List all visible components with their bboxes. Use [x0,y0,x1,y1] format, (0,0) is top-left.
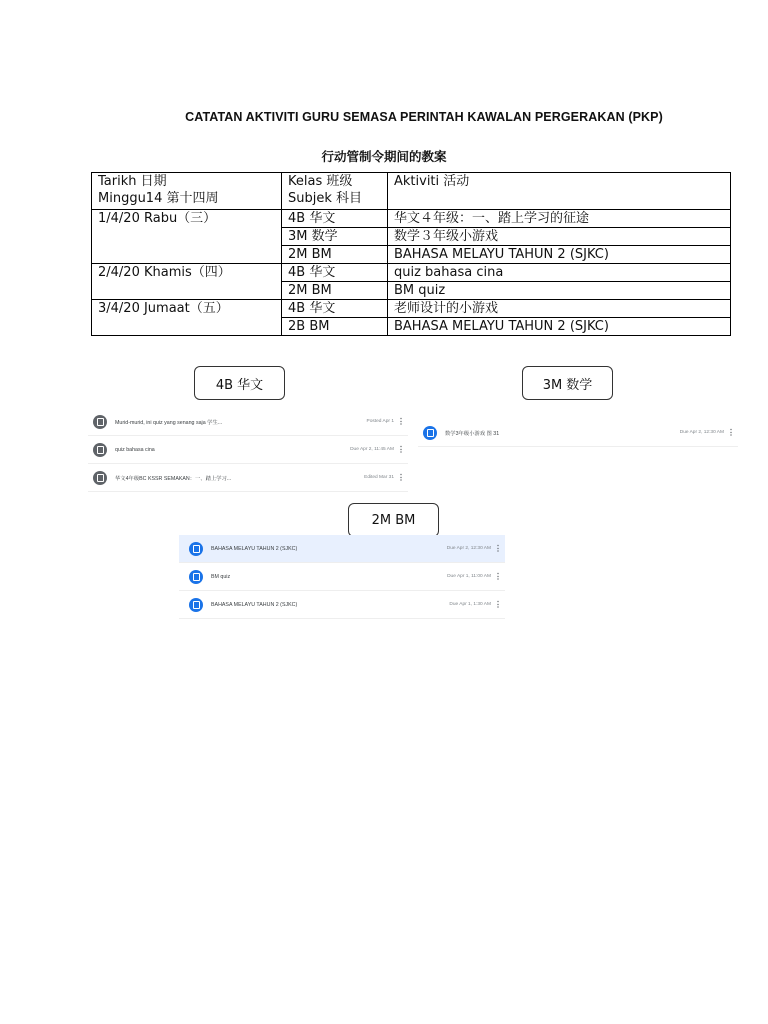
list-item[interactable] [179,535,505,563]
assignment-icon [93,471,107,485]
item-meta: Due Apr 2, 12:30 AM [679,430,724,435]
list-item[interactable] [88,464,408,492]
aktiviti-cell: BAHASA MELAYU TAHUN 2 (SJKC) [388,318,731,336]
date-cell: 2/4/20 Khamis（四） [92,264,282,300]
more-vert-icon[interactable]: ⋮ [494,599,502,609]
list-item[interactable] [88,436,408,464]
assignment-icon [423,426,437,440]
classroom-panel-2m [179,535,505,619]
header-tarikh [92,173,282,210]
classroom-panel-4b [88,408,408,492]
kelas-cell: 4B 华文 [282,210,388,228]
document-subtitle: 行动管制令期间的教案 [321,149,447,164]
more-vert-icon[interactable]: ⋮ [494,543,502,553]
more-vert-icon[interactable]: ⋮ [397,472,405,482]
assignment-icon [93,415,107,429]
list-item[interactable] [418,419,738,447]
assignment-icon [189,542,203,556]
item-meta: Due Apr 1, 11:00 AM [447,574,491,579]
item-title: Murid-murid, ini quiz yang senang saja 学生... [115,419,223,426]
kelas-cell: 4B 华文 [282,264,388,282]
kelas-cell: 2M BM [282,282,388,300]
label-2m-bm: 2M BM [348,503,439,537]
aktiviti-cell: quiz bahasa cina [388,264,731,282]
more-vert-icon[interactable]: ⋮ [397,416,405,426]
table-row [92,210,731,228]
list-item[interactable] [88,408,408,436]
lesson-plan-table [91,172,731,336]
list-item[interactable] [179,591,505,619]
item-meta: Due Apr 1, 1:30 AM [449,602,491,607]
aktiviti-cell: 数学３年级小游戏 [388,228,731,246]
aktiviti-cell: BAHASA MELAYU TAHUN 2 (SJKC) [388,246,731,264]
label-3m-shuxue: 3M 数学 [522,366,613,400]
date-cell: 3/4/20 Jumaat（五） [92,300,282,336]
aktiviti-cell: 华文４年级：一、踏上学习的征途 [388,210,731,228]
aktiviti-cell: BM quiz [388,282,731,300]
item-title: 数学3年级小游戏 图 31 [445,430,500,437]
more-vert-icon[interactable]: ⋮ [397,444,405,454]
item-title: BAHASA MELAYU TAHUN 2 (SJKC) [211,545,298,552]
list-item[interactable] [179,563,505,591]
item-meta: Due Apr 2, 11:45 AM [350,447,394,452]
assignment-icon [189,598,203,612]
header-minggu-label: Minggu14 第十四周 [98,191,219,206]
aktiviti-cell: 老师设计的小游戏 [388,300,731,318]
assignment-icon [189,570,203,584]
kelas-cell: 3M 数学 [282,228,388,246]
item-title: 华文4年级BC KSSR SEMAKAN：一、踏上学习... [115,475,232,482]
kelas-cell: 2M BM [282,246,388,264]
more-vert-icon[interactable]: ⋮ [494,571,502,581]
more-vert-icon[interactable]: ⋮ [727,427,735,437]
header-aktiviti: Aktiviti 活动 [388,173,731,210]
date-cell: 1/4/20 Rabu（三） [92,210,282,264]
item-title: quiz bahasa cina [115,446,155,453]
item-meta: Edited Mar 31 [364,475,394,480]
item-meta: Posted Apr 1 [366,419,394,424]
header-subjek-label: Subjek 科目 [288,191,363,206]
item-title: BAHASA MELAYU TAHUN 2 (SJKC) [211,601,298,608]
table-row [92,300,731,318]
assignment-icon [93,443,107,457]
label-4b-huawen: 4B 华文 [194,366,285,400]
header-tarikh-label: Tarikh 日期 [98,174,167,189]
item-title: BM quiz [211,573,231,580]
table-header-row [92,173,731,210]
header-kelas-label: Kelas 班级 [288,174,353,189]
document-title: CATATAN AKTIVITI GURU SEMASA PERINTAH KAWALAN PERGERAKAN (PKP) [185,110,663,124]
item-meta: Due Apr 2, 12:30 AM [446,546,491,551]
table-row [92,264,731,282]
header-kelas [282,173,388,210]
classroom-panel-3m [418,419,738,447]
kelas-cell: 4B 华文 [282,300,388,318]
kelas-cell: 2B BM [282,318,388,336]
